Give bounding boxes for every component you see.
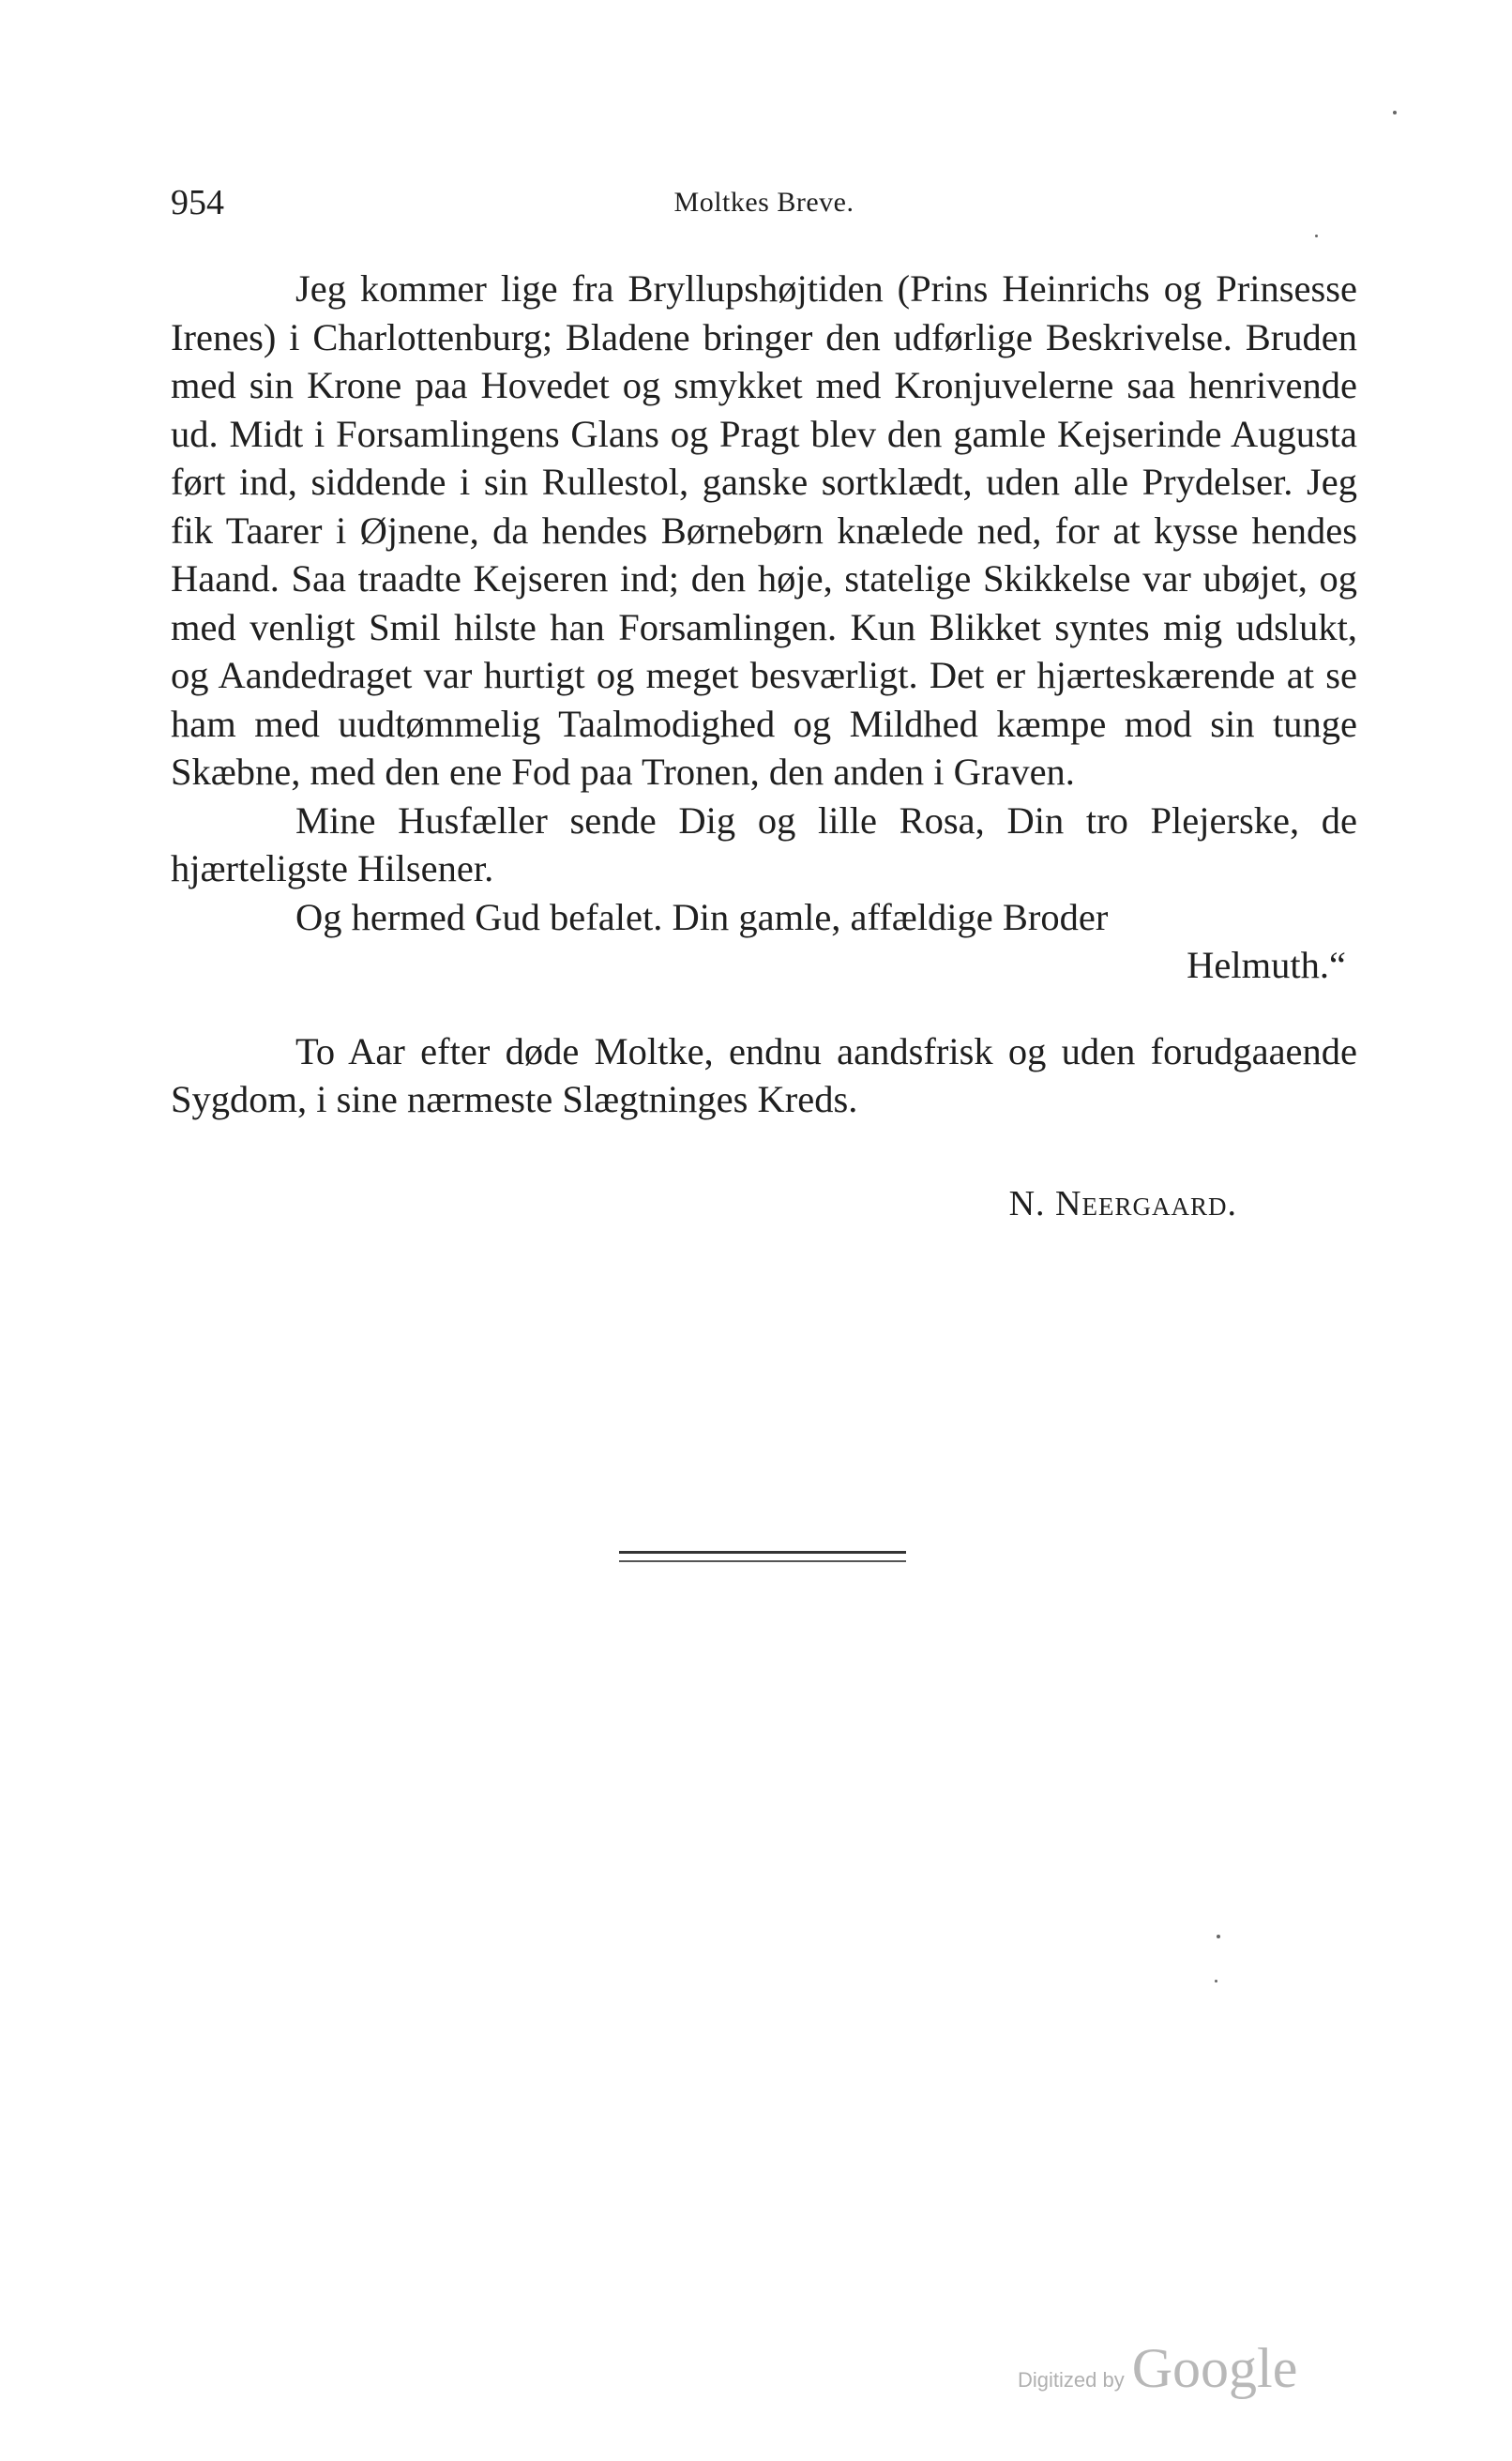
print-speck xyxy=(1393,111,1397,114)
watermark-prefix: Digitized by xyxy=(1018,2368,1125,2392)
epilogue-paragraph: To Aar efter døde Moltke, endnu aandsfrisk og uden forudgaaende Sygdom, i sine nærmeste Slægtninges Kreds. xyxy=(171,1029,1357,1120)
digitized-watermark xyxy=(1018,2336,1327,2402)
page-header xyxy=(171,178,1357,227)
letter-closing: Og hermed Gud befalet. Din gamle, affældige Broder xyxy=(295,895,1109,938)
page-number: 954 xyxy=(171,183,224,222)
print-speck xyxy=(1315,235,1318,237)
letter-paragraph-2: Mine Husfæller sende Dig og lille Rosa, Din tro Plejerske, de hjærteligste Hilsener. xyxy=(171,798,1357,889)
letter-signature: Helmuth.“ xyxy=(1187,944,1346,986)
letter-paragraph-1: Jeg kommer lige fra Bryllupshøjtiden (Prins Heinrichs og Prinsesse Irenes) i Charlottenburg; Bladene bringer den udførlige Beskrivelse. Bruden med sin Krone paa Hovedet og smykket med Kronjuvelerne saa henrivende ud. Midt i Forsamlingens Glans og Pragt blev den gamle Kejserinde Augusta ført ind, siddende i sin Rullestol, ganske sortklædt, uden alle Prydelser. Jeg fik Taarer i Øjnene, da hendes Børnebørn knælede ned, for at kysse hendes Haand. Saa traadte Kejseren ind; den høje, statelige Skikkelse var ubøjet, og med venligt Smil hilste han Forsamlingen. Kun Blikket syntes mig udslukt, og Aandedraget var hurtigt og meget besværligt. Det er hjærteskærende at se ham med uudtømmelig Taalmodighed og Mildhed kæmpe mod sin tunge Skæbne, med den ene Fod paa Tronen, den anden i Graven. xyxy=(171,267,1357,793)
print-speck xyxy=(1217,1935,1220,1938)
watermark-brand-logo: Google xyxy=(1131,2337,1298,2399)
editor-signature: N. Neergaard. xyxy=(1008,1183,1237,1223)
print-speck xyxy=(1215,1980,1217,1982)
section-gap xyxy=(171,990,1357,1027)
body-text xyxy=(171,265,1357,1228)
section-end-rule xyxy=(619,1551,906,1562)
running-title: Moltkes Breve. xyxy=(673,187,854,218)
